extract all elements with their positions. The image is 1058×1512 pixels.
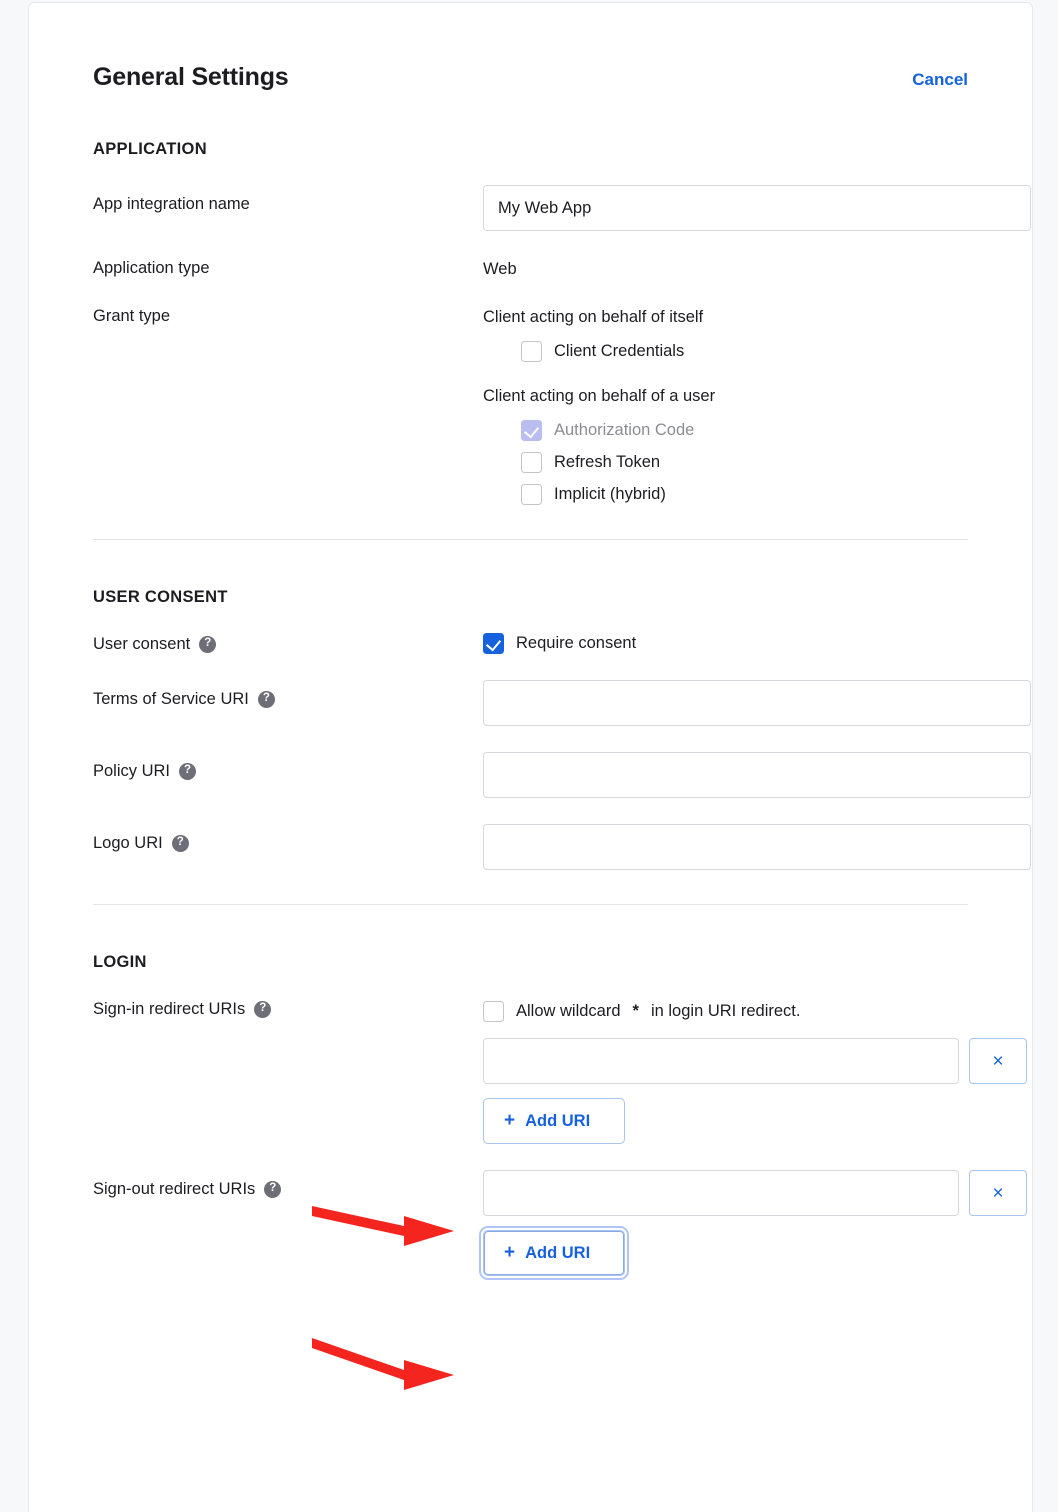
user-consent-label-wrap xyxy=(93,633,483,654)
field-row-grant-type xyxy=(93,305,968,505)
help-icon[interactable]: ? xyxy=(199,636,216,653)
policy-uri-input[interactable] xyxy=(483,752,1031,798)
help-icon[interactable]: ? xyxy=(179,763,196,780)
user-consent-label: User consent xyxy=(93,635,191,653)
checkbox-row-refresh-token[interactable] xyxy=(521,452,968,473)
general-settings-card xyxy=(28,2,1033,1512)
field-row-user-consent xyxy=(93,633,968,654)
logo-uri-label-wrap xyxy=(93,824,483,853)
section-title-login: LOGIN xyxy=(93,953,147,971)
require-consent-label: Require consent xyxy=(516,634,637,652)
client-credentials-checkbox[interactable] xyxy=(521,341,542,362)
checkbox-row-client-credentials[interactable] xyxy=(521,341,968,362)
tos-uri-input[interactable] xyxy=(483,680,1031,726)
signout-uri-line xyxy=(483,1170,1027,1216)
allow-wildcard-label-post: in login URI redirect. xyxy=(650,1002,801,1020)
plus-icon: + xyxy=(504,1110,516,1131)
help-icon[interactable]: ? xyxy=(258,691,275,708)
signout-redirect-label-wrap xyxy=(93,1170,483,1199)
require-consent-checkbox[interactable] xyxy=(483,633,504,654)
grant-group-self-label: Client acting on behalf of itself xyxy=(483,308,704,326)
field-row-app-name xyxy=(93,185,968,231)
add-signout-uri-button[interactable] xyxy=(483,1230,625,1276)
page-title: General Settings xyxy=(93,63,289,91)
cancel-link[interactable]: Cancel xyxy=(912,70,968,89)
divider-user-consent xyxy=(93,904,968,905)
grant-type-label: Grant type xyxy=(93,307,171,325)
app-integration-name-input[interactable] xyxy=(483,185,1031,231)
grant-group-user-label: Client acting on behalf of a user xyxy=(483,387,716,405)
refresh-token-checkbox[interactable] xyxy=(521,452,542,473)
plus-icon: + xyxy=(504,1242,516,1263)
checkbox-row-implicit-hybrid[interactable] xyxy=(521,484,968,505)
divider-application xyxy=(93,539,968,540)
add-signout-uri-label: Add URI xyxy=(525,1243,591,1262)
field-row-logo-uri xyxy=(93,824,968,870)
app-type-value: Web xyxy=(483,260,517,278)
signout-redirect-label: Sign-out redirect URIs xyxy=(93,1180,256,1198)
authorization-code-checkbox xyxy=(521,420,542,441)
checkbox-row-authorization-code xyxy=(521,420,968,441)
signin-redirect-label: Sign-in redirect URIs xyxy=(93,1000,246,1018)
signin-redirect-label-wrap xyxy=(93,998,483,1019)
field-row-signin-redirect-uris xyxy=(93,998,1004,1144)
authorization-code-label: Authorization Code xyxy=(554,421,695,439)
section-title-application: APPLICATION xyxy=(93,140,207,158)
refresh-token-label: Refresh Token xyxy=(554,453,661,471)
help-icon[interactable]: ? xyxy=(254,1001,271,1018)
field-row-tos-uri xyxy=(93,680,968,726)
app-type-label: Application type xyxy=(93,259,210,277)
field-row-policy-uri xyxy=(93,752,968,798)
allow-wildcard-star: * xyxy=(632,1002,639,1020)
logo-uri-input[interactable] xyxy=(483,824,1031,870)
policy-uri-label: Policy URI xyxy=(93,762,171,780)
signin-redirect-uri-input[interactable] xyxy=(483,1038,959,1084)
help-icon[interactable]: ? xyxy=(264,1181,281,1198)
client-credentials-label: Client Credentials xyxy=(554,342,685,360)
add-signin-uri-button[interactable] xyxy=(483,1098,625,1144)
help-icon[interactable]: ? xyxy=(172,835,189,852)
signin-uri-line xyxy=(483,1038,1027,1084)
allow-wildcard-checkbox[interactable] xyxy=(483,1001,504,1022)
logo-uri-label: Logo URI xyxy=(93,834,163,852)
add-signin-uri-label: Add URI xyxy=(525,1111,591,1130)
checkbox-row-allow-wildcard[interactable] xyxy=(483,998,1027,1022)
policy-uri-label-wrap xyxy=(93,752,483,781)
remove-signout-uri-button[interactable]: × xyxy=(969,1170,1027,1216)
app-name-label: App integration name xyxy=(93,195,250,213)
allow-wildcard-label-pre: Allow wildcard xyxy=(516,1002,621,1020)
section-title-user-consent: USER CONSENT xyxy=(93,588,228,606)
field-row-app-type xyxy=(93,257,968,279)
tos-uri-label-wrap xyxy=(93,680,483,709)
card-header xyxy=(93,63,968,92)
field-row-signout-redirect-uris xyxy=(93,1170,1004,1276)
tos-uri-label: Terms of Service URI xyxy=(93,690,249,708)
signout-redirect-uri-input[interactable] xyxy=(483,1170,959,1216)
implicit-hybrid-checkbox[interactable] xyxy=(521,484,542,505)
implicit-hybrid-label: Implicit (hybrid) xyxy=(554,485,666,503)
checkbox-row-require-consent[interactable] xyxy=(483,633,968,654)
remove-signin-uri-button[interactable]: × xyxy=(969,1038,1027,1084)
